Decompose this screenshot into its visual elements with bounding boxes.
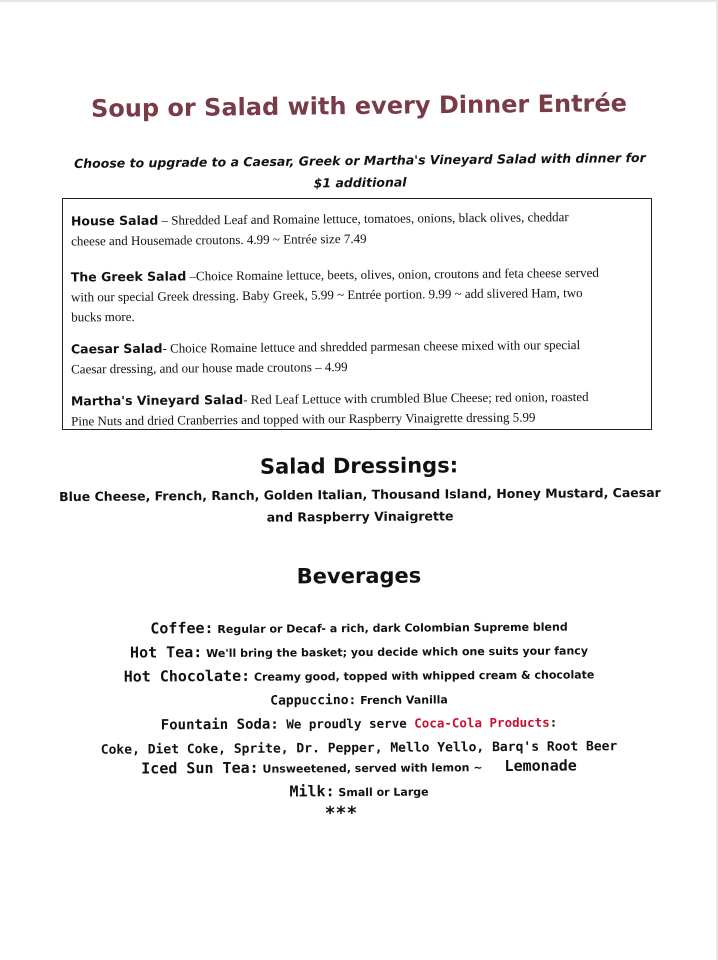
beverage-desc: We'll bring the basket; you decide which one suits your fancy xyxy=(202,644,589,661)
upgrade-note xyxy=(50,147,670,197)
dressings-list xyxy=(50,482,670,530)
beverage-coffee xyxy=(0,614,718,638)
beverage-name: Hot Chocolate: xyxy=(123,666,251,686)
beverage-desc: Small or Large xyxy=(334,785,429,800)
salad-desc: - Red Leaf Lettuce with crumbled Blue Cheese; red onion, roasted xyxy=(243,388,589,407)
beverage-name: Fountain Soda: xyxy=(160,716,279,734)
beverage-name: Hot Tea: xyxy=(129,643,203,662)
beverage-name: Milk: xyxy=(289,782,335,801)
salad-desc: Caesar dressing, and our house made croutons – 4.99 xyxy=(71,359,348,377)
beverage-name: Cappuccino: xyxy=(270,693,357,709)
salad-item-marthas-vineyard xyxy=(71,387,639,432)
salad-desc: –Choice Romaine lettuce, beets, olives, onion, croutons and feta cheese served xyxy=(186,264,599,284)
salad-desc: cheese and Housemade croutons. 4.99 ~ Entrée size 7.49 xyxy=(71,230,367,249)
beverage-iced-sun-tea xyxy=(0,754,718,778)
colon: : xyxy=(549,714,558,730)
beverage-name: Coffee: xyxy=(150,619,214,638)
beverage-cappuccino xyxy=(0,686,718,710)
beverage-desc: Regular or Decaf- a rich, dark Colombian Supreme blend xyxy=(213,620,568,637)
beverage-desc: We proudly serve xyxy=(278,715,415,732)
beverage-fountain-soda xyxy=(0,710,718,734)
dressings-line2: and Raspberry Vinaigrette xyxy=(266,508,454,525)
beverage-hot-chocolate xyxy=(0,662,718,686)
salad-name: House Salad xyxy=(70,212,159,229)
beverage-desc: French Vanilla xyxy=(356,693,448,708)
stars-divider xyxy=(0,800,700,826)
lemonade-label: Lemonade xyxy=(504,756,577,775)
salad-item-greek xyxy=(71,263,640,328)
salad-desc: bucks more. xyxy=(71,308,135,325)
salad-desc: Pine Nuts and dried Cranberries and topped with our Raspberry Vinaigrette dressing 5.99 xyxy=(71,409,536,429)
salad-item-house xyxy=(71,207,639,252)
beverage-name: Iced Sun Tea: xyxy=(141,758,259,778)
soda-list-text: Coke, Diet Coke, Sprite, Dr. Pepper, Mello Yello, Barq's Root Beer xyxy=(100,739,618,758)
beverage-milk xyxy=(0,778,718,802)
beverage-desc: Unsweetened, served with lemon ~ xyxy=(258,761,483,776)
upgrade-note-line1: Choose to upgrade to a Caesar, Greek or Martha's Vineyard Salad with dinner for xyxy=(73,150,646,171)
salad-menu-box xyxy=(62,198,652,430)
salad-desc: with our special Greek dressing. Baby Greek, 5.99 ~ Entrée portion. 9.99 ~ add slivered Ham, two xyxy=(70,285,583,305)
salad-desc: – Shredded Leaf and Romaine lettuce, tomatoes, onions, black olives, cheddar xyxy=(158,209,569,228)
stars: *** xyxy=(324,802,358,825)
salad-name: Caesar Salad xyxy=(70,340,163,357)
page-title: Soup or Salad with every Dinner Entrée xyxy=(90,89,628,123)
salad-name: Martha's Vineyard Salad xyxy=(70,391,244,409)
salad-item-caesar xyxy=(71,335,639,380)
beverage-desc: Creamy good, topped with whipped cream & chocolate xyxy=(250,668,595,684)
dressings-heading: Salad Dressings: xyxy=(259,453,459,479)
upgrade-note-line2: $1 additional xyxy=(313,174,407,191)
salad-name: The Greek Salad xyxy=(70,268,187,285)
beverage-hot-tea xyxy=(0,638,718,662)
coca-cola-brand: Coca-Cola Products xyxy=(414,714,550,731)
dressings-line1: Blue Cheese, French, Ranch, Golden Italian, Thousand Island, Honey Mustard, Caesar xyxy=(59,484,661,505)
beverages-heading: Beverages xyxy=(296,563,422,589)
salad-desc: - Choice Romaine lettuce and shredded parmesan cheese mixed with our special xyxy=(162,337,581,356)
